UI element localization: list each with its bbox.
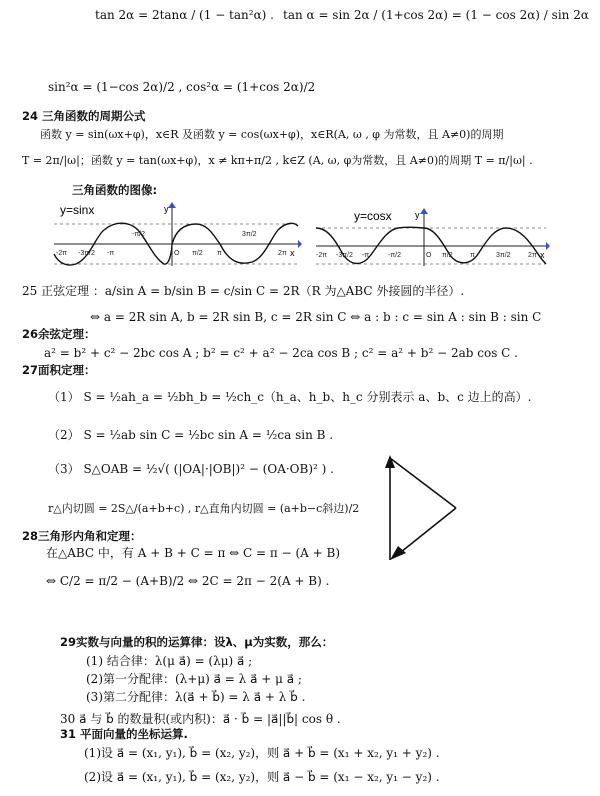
sin-y-label: y [164,204,169,214]
sin-x-arrow [298,240,302,248]
sec27-item2: （2） S = ½ab sin C = ½bc sin A = ½ca sin B . [48,428,334,442]
sec24-graph-heading: 三角函数的图像: [72,183,158,197]
sec24-line2: T = 2π/|ω|；函数 y = tan(ωx+φ)，x ≠ kπ+π/2 , k∈Z (A, ω, φ为常数，且 A≠0)的周期 T = π/|ω| . [22,154,533,167]
formula-tan-double: tan 2α = 2tanα / (1 − tan²α) . [95,8,274,22]
sec28-line1: 在△ABC 中，有 A + B + C = π ⇔ C = π − (A + B) [46,546,341,560]
formula-tan-half: tan α = sin 2α / (1+cos 2α) = (1 − cos 2α) / sin 2α [283,8,589,22]
sin-tick: -2π [56,250,68,257]
cos-y-arrow [420,208,428,214]
sec25-line2: ⇔ a = 2R sin A, b = 2R sin B, c = 2R sin C ⇔ a : b : c = sin A : sin B : sin C [90,310,542,324]
sec31-item1: (1)设 a⃗ = (x₁, y₁), b⃗ = (x₂, y₂)，则 a⃗ + b⃗ = (x₁ + x₂, y₁ + y₂) . [84,746,440,760]
arrow-head [390,546,406,560]
vector-ob [396,508,456,556]
sec24-line1: 函数 y = sin(ωx+φ)，x∈R 及函数 y = cos(ωx+φ)，x∈R(A, ω , φ 为常数，且 A≠0)的周期 [40,128,504,141]
cos-x-arrow [546,242,550,250]
sec28-title: 28三角形内角和定理： [22,529,142,543]
sin-tick: π [217,250,222,257]
vector-triangle [374,452,464,564]
sin-label: y=sinx [60,203,95,217]
sin-y-arrow [168,202,176,208]
cos-graph [314,206,550,268]
sec25-line1: 25 正弦定理 ：a/sin A = b/sin B = c/sin C = 2R（R 为△ABC 外接圆的半径）. [22,284,465,298]
sec27-item3: （3） S△OAB = ½√( (|OA|·|OB|)² − (OA·OB)² ) . [48,462,334,476]
cos-tick: -2π [316,252,328,259]
sin-tick: -π [107,250,115,257]
cos-tick: 3π/2 [496,252,511,259]
cos-tick: π/2 [442,252,453,259]
sec24-title: 24 三角函数的周期公式 [22,109,146,123]
sec27-item1: （1） S = ½ah_a = ½bh_b = ½ch_c（h_a、h_b、h_c 分别表示 a、b、c 边上的高）. [48,390,532,404]
sin-tick: -3π/2 [78,250,95,257]
cos-tick: π [470,252,475,259]
cos-y-label: y [415,210,420,220]
formula-power-reduce: sin²α = (1−cos 2α)/2 , cos²α = (1+cos 2α)/2 [48,80,316,94]
sec27-title: 27面积定理： [22,363,96,377]
cos-tick: -π/2 [388,252,401,259]
sin-tick: 2π [278,250,287,257]
sec26-line: a² = b² + c² − 2bc cos A ; b² = c² + a² − 2ca cos B ; c² = a² + b² − 2ab cos C . [44,346,518,360]
sin-x-label: x [290,248,295,258]
cos-tick: 2π [528,252,537,259]
sin-tick: O [174,250,180,257]
sin-tick: 3π/2 [242,231,257,238]
cos-label: y=cosx [354,209,392,223]
sec31-item2: (2)设 a⃗ = (x₁, y₁), b⃗ = (x₂, y₂)，则 a⃗ − b⃗ = (x₁ − x₂, y₁ − y₂) . [84,770,440,784]
sec31-title: 31 平面向量的坐标运算. [60,727,188,741]
sec29-item2: (2)第一分配律：(λ+μ) a⃗ = λ a⃗ + μ a⃗ ; [86,672,302,686]
sec29-title: 29实数与向量的积的运算律：设λ、μ为实数，那么： [60,635,334,649]
sec28-line2: ⇔ C/2 = π/2 − (A+B)/2 ⇔ 2C = 2π − 2(A + B) . [46,574,330,588]
sec26-title: 26余弦定理： [22,327,96,341]
sin-tick: π/2 [192,250,203,257]
cos-tick: -π [362,252,370,259]
sec30-line: 30 a⃗ 与 b⃗ 的数量积(或内积)：a⃗ · b⃗ = |a⃗||b⃗| cos θ . [60,712,341,726]
vector-edge [390,458,456,508]
cos-x-label: x [540,250,545,260]
cos-tick: -3π/2 [336,252,353,259]
sin-tick: -π/2 [132,231,145,238]
cos-tick: O [426,252,432,259]
sec27-item4: r△内切圆 = 2S△/(a+b+c) , r△直角内切圆 = (a+b−c斜边)/2 [48,502,360,515]
sec29-item1: (1) 结合律：λ(μ a⃗) = (λμ) a⃗ ; [86,654,253,668]
sec29-item3: (3)第二分配律：λ(a⃗ + b⃗) = λ a⃗ + λ b⃗ . [86,690,306,704]
sin-graph [52,200,302,270]
